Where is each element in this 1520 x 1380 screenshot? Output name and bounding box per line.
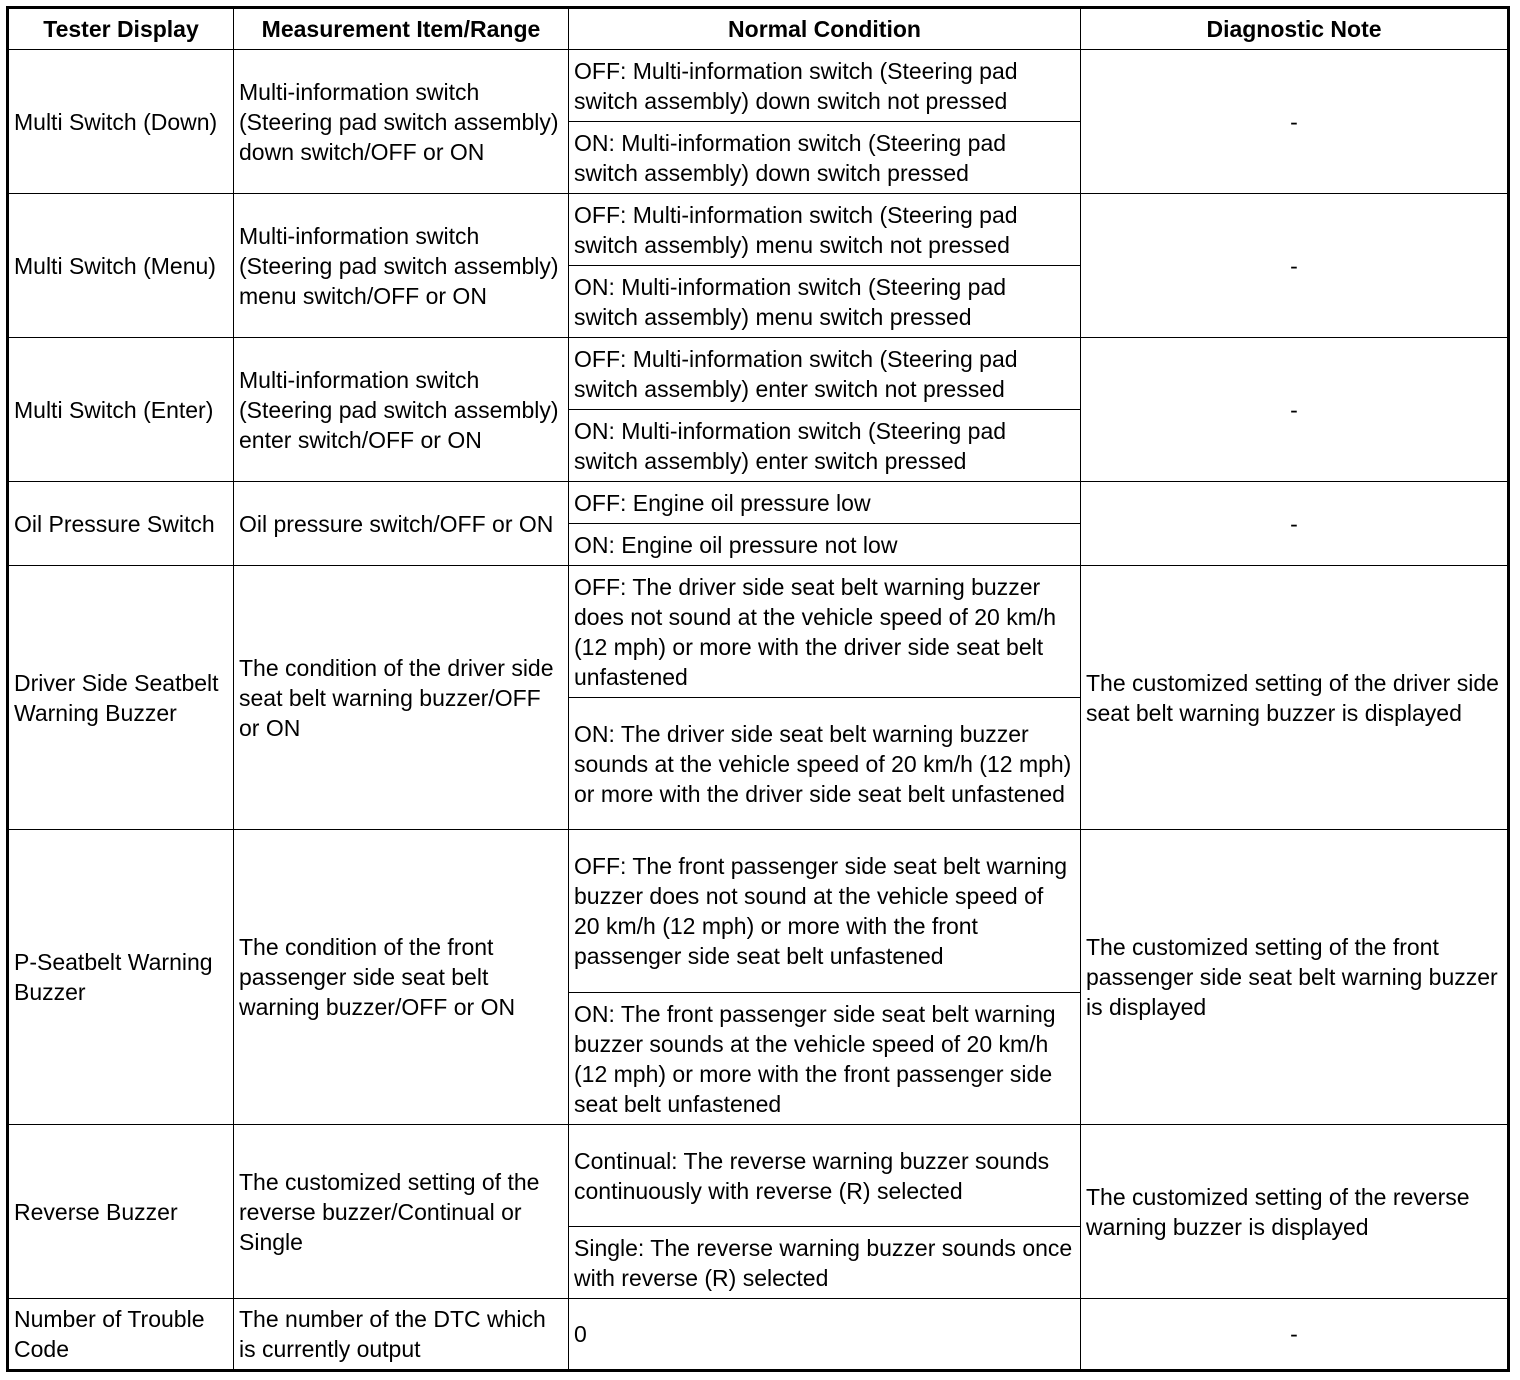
tester-display-cell: Reverse Buzzer [8,1125,234,1299]
normal-condition-cell: OFF: Multi-information switch (Steering pad switch assembly) enter switch not pressed [569,338,1081,410]
table-row [8,194,1509,266]
diagnostic-note-cell: - [1081,194,1509,338]
normal-condition-cell: ON: Multi-information switch (Steering pad switch assembly) menu switch pressed [569,266,1081,338]
measurement-cell: Multi-information switch (Steering pad switch assembly) down switch/OFF or ON [234,50,569,194]
tester-display-cell: Multi Switch (Enter) [8,338,234,482]
normal-condition-cell: Single: The reverse warning buzzer sounds once with reverse (R) selected [569,1227,1081,1299]
normal-condition-cell: OFF: The driver side seat belt warning buzzer does not sound at the vehicle speed of 20 km/h (12 mph) or more with the driver side seat belt unfastened [569,566,1081,698]
measurement-cell: The condition of the front passenger side seat belt warning buzzer/OFF or ON [234,830,569,1125]
diagnostic-note-cell: - [1081,338,1509,482]
normal-condition-cell: ON: Multi-information switch (Steering pad switch assembly) down switch pressed [569,122,1081,194]
table-row [8,338,1509,410]
diagnostic-note-cell: The customized setting of the driver side seat belt warning buzzer is displayed [1081,566,1509,830]
header-diagnostic-note: Diagnostic Note [1081,8,1509,50]
normal-condition-cell: ON: Multi-information switch (Steering pad switch assembly) enter switch pressed [569,410,1081,482]
measurement-cell: Oil pressure switch/OFF or ON [234,482,569,566]
normal-condition-cell: ON: The front passenger side seat belt warning buzzer sounds at the vehicle speed of 20 km/h (12 mph) or more with the front passenger side seat belt unfastened [569,993,1081,1125]
normal-condition-cell: OFF: The front passenger side seat belt warning buzzer does not sound at the vehicle speed of 20 km/h (12 mph) or more with the front passenger side seat belt unfastened [569,830,1081,993]
normal-condition-cell: OFF: Multi-information switch (Steering pad switch assembly) menu switch not pressed [569,194,1081,266]
diagnostic-note-cell: - [1081,50,1509,194]
table-row [8,1299,1509,1371]
table-row [8,50,1509,122]
normal-condition-cell: 0 [569,1299,1081,1371]
header-tester-display: Tester Display [8,8,234,50]
tester-display-cell: P-Seatbelt Warning Buzzer [8,830,234,1125]
tester-display-cell: Driver Side Seatbelt Warning Buzzer [8,566,234,830]
table-header-row [8,8,1509,50]
header-normal-condition: Normal Condition [569,8,1081,50]
table-row [8,1125,1509,1227]
tester-display-cell: Number of Trouble Code [8,1299,234,1371]
tester-display-cell: Multi Switch (Menu) [8,194,234,338]
table-row [8,566,1509,698]
measurement-cell: The number of the DTC which is currently output [234,1299,569,1371]
measurement-cell: Multi-information switch (Steering pad switch assembly) enter switch/OFF or ON [234,338,569,482]
normal-condition-cell: OFF: Engine oil pressure low [569,482,1081,524]
measurement-cell: Multi-information switch (Steering pad switch assembly) menu switch/OFF or ON [234,194,569,338]
table-row [8,830,1509,993]
table-row [8,482,1509,524]
normal-condition-cell: ON: Engine oil pressure not low [569,524,1081,566]
tester-display-cell: Multi Switch (Down) [8,50,234,194]
diagnostic-note-cell: - [1081,482,1509,566]
diagnostic-note-cell: - [1081,1299,1509,1371]
normal-condition-cell: OFF: Multi-information switch (Steering pad switch assembly) down switch not pressed [569,50,1081,122]
measurement-cell: The customized setting of the reverse buzzer/Continual or Single [234,1125,569,1299]
normal-condition-cell: ON: The driver side seat belt warning buzzer sounds at the vehicle speed of 20 km/h (12 mph) or more with the driver side seat belt unfastened [569,698,1081,830]
diagnostic-note-cell: The customized setting of the front passenger side seat belt warning buzzer is displayed [1081,830,1509,1125]
tester-display-cell: Oil Pressure Switch [8,482,234,566]
normal-condition-cell: Continual: The reverse warning buzzer sounds continuously with reverse (R) selected [569,1125,1081,1227]
measurement-cell: The condition of the driver side seat belt warning buzzer/OFF or ON [234,566,569,830]
diagnostic-note-cell: The customized setting of the reverse warning buzzer is displayed [1081,1125,1509,1299]
diagnostic-data-table [6,6,1510,1372]
header-measurement-item: Measurement Item/Range [234,8,569,50]
